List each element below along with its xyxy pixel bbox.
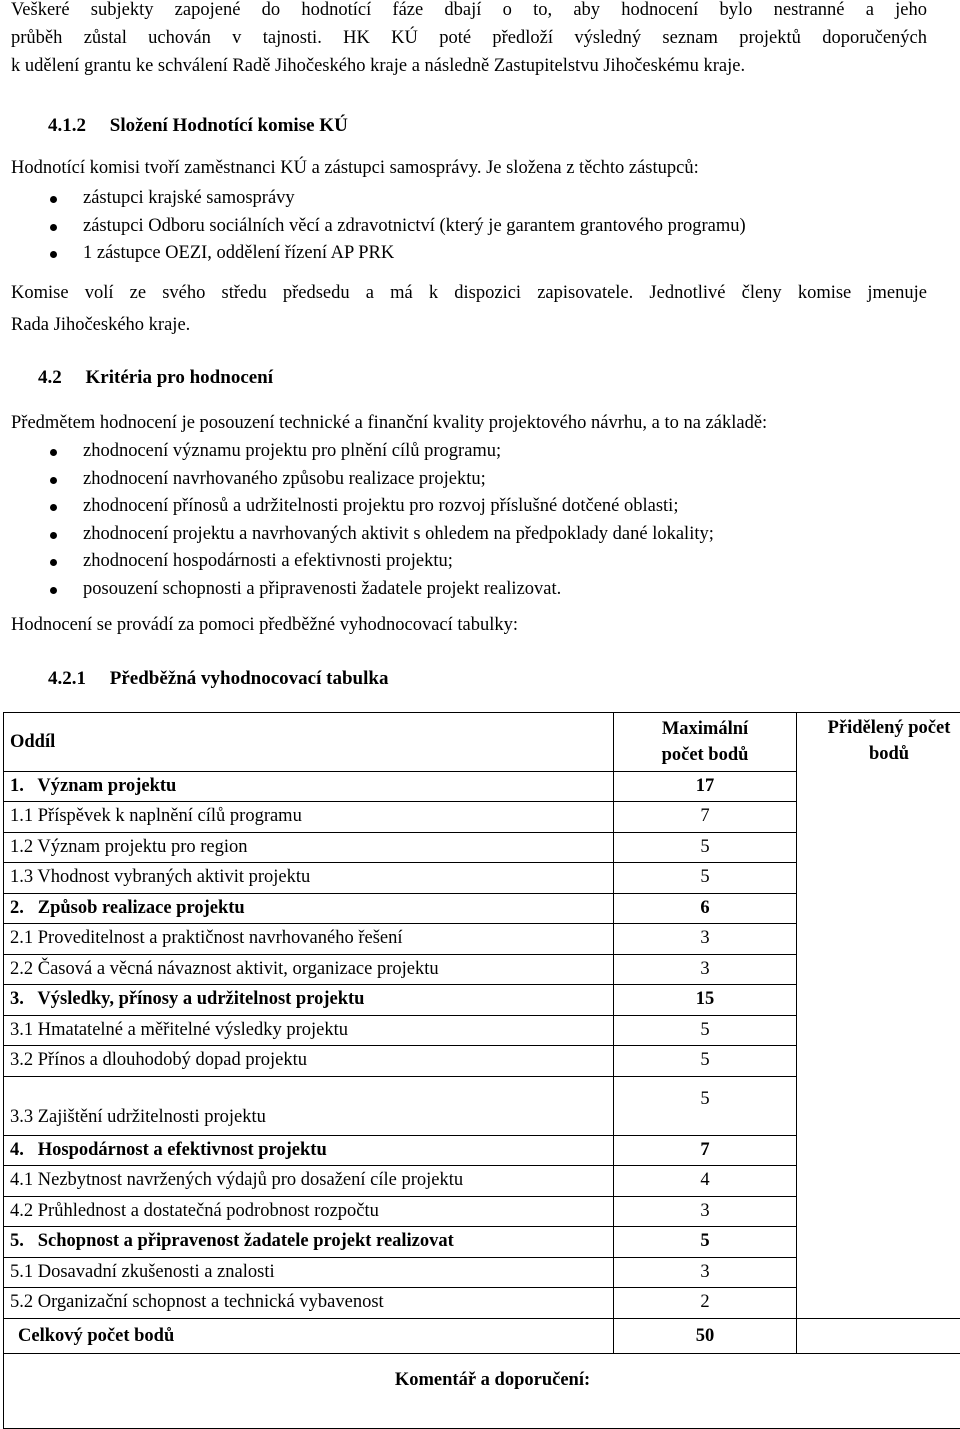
row-assigned-points[interactable] [797,1227,960,1258]
header-section: Oddíl [4,713,614,772]
section-number: 4.1.2 [48,115,86,136]
table-row [4,1227,960,1258]
table-row [4,802,960,833]
row-label: 5.1 Dosavadní zkušenosti a znalosti [4,1257,614,1288]
criteria-intro-text: Předmětem hodnocení je posouzení technické a finanční kvality projektového návrhu, a to na základě: [11,409,927,437]
table-row [4,1015,960,1046]
committee-closing-line-2: Rada Jihočeského kraje. [11,311,927,339]
row-max-points: 5 [614,1227,797,1258]
row-label: 5.2 Organizační schopnost a technická vybavenost [4,1288,614,1319]
table-row [4,1135,960,1166]
row-assigned-points[interactable] [797,1166,960,1197]
row-label: 1.3 Vhodnost vybraných aktivit projektu [4,863,614,894]
row-assigned-points[interactable] [797,863,960,894]
row-max-points: 5 [614,832,797,863]
list-item: zhodnocení přínosů a udržitelnosti projektu pro rozvoj příslušné dotčené oblasti; [0,493,940,521]
row-label: 2.1 Proveditelnost a praktičnost navrhovaného řešení [4,924,614,955]
table-row [4,924,960,955]
comment-label[interactable]: Komentář a doporučení: [4,1353,960,1428]
table-row [4,1046,960,1077]
row-label: 4. Hospodárnost a efektivnost projektu [4,1135,614,1166]
row-label: 1.1 Příspěvek k naplnění cílů programu [4,802,614,833]
row-max-points: 17 [614,771,797,802]
header-max-points-line-2: počet bodů [620,742,790,768]
row-assigned-points[interactable] [797,954,960,985]
row-max-points: 5 [614,1046,797,1077]
header-assigned-line-1: Přidělený počet [803,715,960,741]
row-max-points: 6 [614,893,797,924]
section-title: Složení Hodnotící komise KÚ [110,115,348,136]
row-assigned-points[interactable] [797,1257,960,1288]
list-item: posouzení schopnosti a připravenosti žadatele projekt realizovat. [0,576,940,604]
section-heading-4-2-1 [48,665,388,693]
table-row [4,863,960,894]
row-max-points: 15 [614,985,797,1016]
table-row [4,832,960,863]
intro-line-1: Veškeré subjekty zapojené do hodnotící fáze dbají o to, aby hodnocení bylo nestranné a jeho [11,0,927,24]
header-max-points [614,713,797,772]
committee-intro-text: Hodnotící komisi tvoří zaměstnanci KÚ a zástupci samosprávy. Je složena z těchto zástupců: [11,154,927,182]
criteria-closing-text: Hodnocení se provádí za pomoci předběžné vyhodnocovací tabulky: [11,611,927,639]
table-row [4,954,960,985]
table-row [4,771,960,802]
row-max-points: 3 [614,954,797,985]
row-assigned-points[interactable] [797,802,960,833]
committee-closing-line-1: Komise volí ze svého středu předsedu a má k dispozici zapisovatele. Jednotlivé členy komise jmenuje [11,279,927,307]
row-max-points: 3 [614,1257,797,1288]
row-label: 3. Výsledky, přínosy a udržitelnost projektu [4,985,614,1016]
table-comment-row [4,1353,960,1428]
section-title: Kritéria pro hodnocení [86,367,274,388]
row-max-points: 5 [614,863,797,894]
row-max-points: 3 [614,1196,797,1227]
evaluation-table [3,712,960,1429]
row-label: 1. Význam projektu [4,771,614,802]
row-max-points: 4 [614,1166,797,1197]
table-row [4,1288,960,1319]
list-item: zhodnocení hospodárnosti a efektivnosti projektu; [0,548,940,576]
intro-line-3: k udělení grantu ke schválení Radě Jihočeského kraje a následně Zastupitelstvu Jihočeskému kraje. [11,52,927,80]
row-label: 3.3 Zajištění udržitelnosti projektu [4,1076,614,1135]
row-label: 3.2 Přínos a dlouhodobý dopad projektu [4,1046,614,1077]
row-label: 5. Schopnost a připravenost žadatele projekt realizovat [4,1227,614,1258]
section-heading-4-2 [38,364,273,392]
list-item: zhodnocení projektu a navrhovaných aktivit s ohledem na předpoklady dané lokality; [0,521,940,549]
section-number: 4.2 [38,367,62,388]
row-assigned-points[interactable] [797,1288,960,1319]
row-label: 4.1 Nezbytnost navržených výdajů pro dosažení cíle projektu [4,1166,614,1197]
row-assigned-points[interactable] [797,924,960,955]
table-row [4,985,960,1016]
list-item: zhodnocení navrhovaného způsobu realizace projektu; [0,466,940,494]
row-max-points: 7 [614,802,797,833]
row-assigned-points[interactable] [797,893,960,924]
header-assigned-line-2: bodů [803,741,960,767]
row-max-points: 3 [614,924,797,955]
total-label: Celkový počet bodů [4,1318,614,1353]
table-header-row [4,713,960,772]
total-assigned-cell[interactable] [797,1318,960,1353]
row-assigned-points[interactable] [797,1196,960,1227]
row-assigned-points[interactable] [797,985,960,1016]
total-points: 50 [614,1318,797,1353]
list-item: zhodnocení významu projektu pro plnění cílů programu; [0,438,940,466]
table-total-row [4,1318,960,1353]
row-label: 1.2 Význam projektu pro region [4,832,614,863]
row-assigned-points[interactable] [797,1015,960,1046]
row-label: 4.2 Průhlednost a dostatečná podrobnost rozpočtu [4,1196,614,1227]
row-label: 3.1 Hmatatelné a měřitelné výsledky projektu [4,1015,614,1046]
table-row [4,893,960,924]
header-max-points-line-1: Maximální [620,716,790,742]
row-max-points: 5 [614,1015,797,1046]
section-heading-4-1-2 [48,112,348,140]
row-assigned-points[interactable] [797,832,960,863]
committee-members-list [0,185,940,268]
section-title: Předběžná vyhodnocovací tabulka [110,668,389,689]
table-row [4,1257,960,1288]
section-number: 4.2.1 [48,668,86,689]
row-assigned-points[interactable] [797,1135,960,1166]
list-item: zástupci krajské samosprávy [0,185,940,213]
header-assigned-points [797,713,960,772]
table-row [4,1166,960,1197]
row-max-points: 5 [614,1076,797,1135]
row-assigned-points[interactable] [797,1046,960,1077]
list-item: zástupci Odboru sociálních věcí a zdravotnictví (který je garantem grantového programu) [0,213,940,241]
row-assigned-points[interactable] [797,771,960,802]
row-max-points: 2 [614,1288,797,1319]
intro-line-2: průběh zůstal uchován v tajnosti. HK KÚ poté předloží výsledný seznam projektů doporučených [11,24,927,52]
row-assigned-points[interactable] [797,1076,960,1135]
list-item: 1 zástupce OEZI, oddělení řízení AP PRK [0,240,940,268]
row-label: 2.2 Časová a věcná návaznost aktivit, organizace projektu [4,954,614,985]
row-label: 2. Způsob realizace projektu [4,893,614,924]
table-row [4,1196,960,1227]
criteria-list [0,438,940,603]
table-row [4,1076,960,1135]
row-max-points: 7 [614,1135,797,1166]
